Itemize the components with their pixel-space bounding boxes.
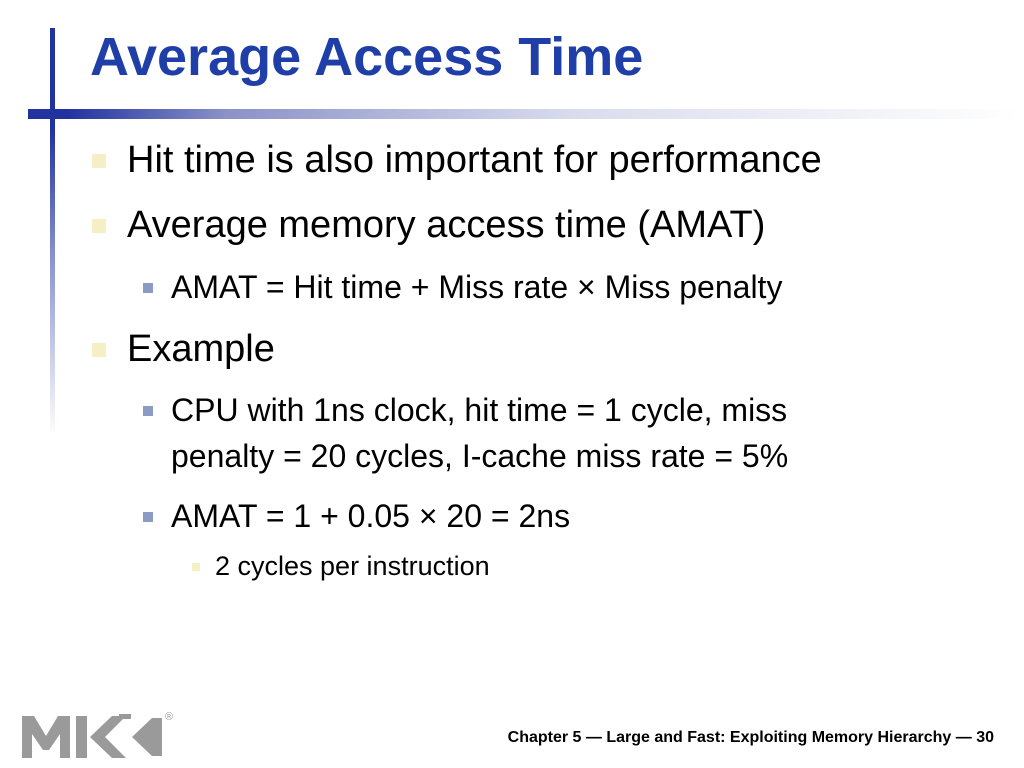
- sub-bullet-text: AMAT = Hit time + Miss rate × Miss penalty: [171, 269, 783, 305]
- footer-caption: Chapter 5 — Large and Fast: Exploiting Memory Hierarchy — 30: [507, 729, 994, 746]
- sub-bullet-marker: [143, 406, 153, 416]
- bullet-text: Hit time is also important for performance: [127, 139, 822, 181]
- mk-publisher-logo: [22, 706, 182, 762]
- sub-bullet-marker: [143, 512, 153, 522]
- sub-bullet-text-line-2: penalty = 20 cycles, I-cache miss rate = 5%: [171, 438, 789, 474]
- sub-bullet-marker: [143, 283, 153, 293]
- bullet-marker: [92, 219, 106, 233]
- sub-bullet-cpu-example: [171, 387, 788, 479]
- bullet-example: [127, 328, 275, 371]
- title-underline-bar: [28, 109, 1018, 119]
- sub-bullet-text: AMAT = 1 + 0.05 × 20 = 2ns: [171, 498, 571, 534]
- bullet-amat-definition: [127, 204, 765, 247]
- sub-sub-bullet-text: 2 cycles per instruction: [215, 551, 490, 581]
- slide-title: Average Access Time: [90, 27, 644, 87]
- bullet-text: Example: [127, 328, 275, 370]
- registered-mark: ®: [165, 711, 174, 723]
- sub-bullet-amat-calculation: [171, 493, 570, 539]
- sub-bullet-amat-formula: [171, 264, 782, 310]
- bullet-marker: [92, 154, 106, 168]
- title-accent-vertical-bar: [50, 28, 55, 436]
- sub-bullet-text-line-1: CPU with 1ns clock, hit time = 1 cycle, miss: [171, 392, 788, 428]
- bullet-hit-time: [127, 139, 822, 182]
- bullet-text: Average memory access time (AMAT): [127, 204, 766, 246]
- sub-sub-bullet-marker: [192, 563, 200, 571]
- sub-sub-bullet-cycles: [215, 551, 490, 582]
- bullet-marker: [92, 343, 106, 357]
